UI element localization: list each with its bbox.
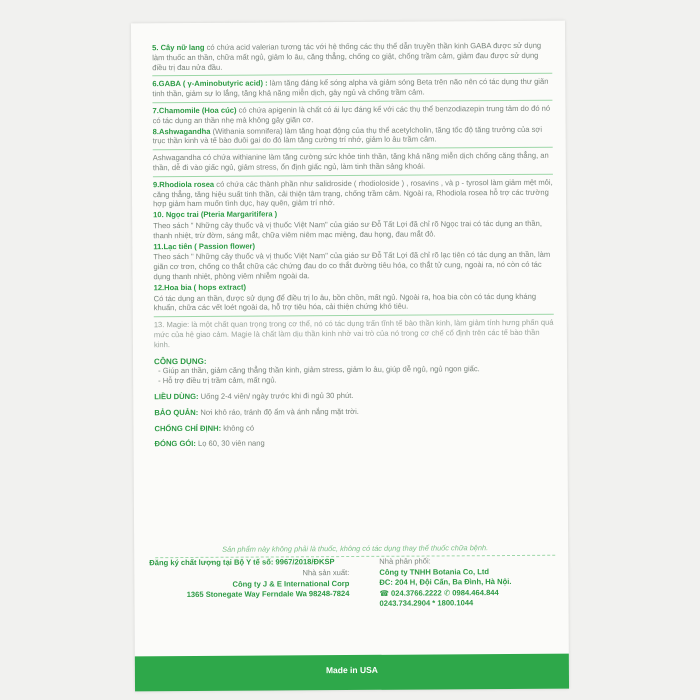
uses-title: CÔNG DỤNG:: [154, 356, 207, 366]
dosage-value: Uống 2-4 viên/ ngày trước khi đi ngủ 30 phút.: [198, 390, 354, 401]
registration-label: Đăng ký chất lượng tại Bộ Y tế số:: [149, 557, 274, 568]
packaging-label: ĐÓNG GÓI:: [154, 439, 196, 449]
ingredient-head: 11.Lạc tiên ( Passion flower): [153, 241, 256, 251]
storage-line: [154, 405, 554, 417]
not-a-drug-notice: Sản phẩm này không phải là thuốc, không có tác dụng thay thế thuốc chữa bệnh.: [155, 543, 555, 558]
divider: [154, 314, 554, 317]
leaflet-content: [152, 41, 554, 450]
ingredient-extra: Theo sách " Những cây thuốc và vị thuốc Việt Nam" của giáo sư Đỗ Tất Lợi đã chỉ rõ lạc tiên có tác dụng an thần, làm giãn cơ trơn, chống co thắt chữa các chứng đau do co thắt đường tiêu hóa, co thắt tử cung, ngoài ra, nó còn có tác dụng thanh nhiệt, phòng viêm nhiễm ngoài da.: [153, 250, 551, 282]
contraindication-label: CHỐNG CHỈ ĐỊNH:: [154, 423, 222, 433]
packaging-value: Lọ 60, 30 viên nang: [195, 438, 265, 449]
ingredient-extra: Có tác dụng an thần, được sử dụng để điều trị lo âu, bồn chồn, mất ngủ. Ngoài ra, hoa bia còn có tác dụng kháng khuẩn, chữa các vết loét ngoài da, hỗ trợ tiêu hóa, cải thiện chứng khó tiêu.: [153, 291, 537, 313]
manufacturer-address: 1365 Stonegate Way Ferndale Wa 98248-7824: [186, 589, 350, 600]
ingredient-item-8: [153, 124, 553, 146]
ingredient-extra: Theo sách " Những cây thuốc và vị thuốc Việt Nam" của giáo sư Đỗ Tất Lợi đã chỉ rõ Ngọc trai có tác dụng an thần, thanh nhiệt, trừ đờm, sáng mắt, chữa viêm niêm mạc miệng, đau họng, đau mắt đỏ.: [153, 218, 542, 240]
ingredient-text: có chứa apigenin là chất có ái lực đáng kể với các thụ thể benzodiazepin trung tâm do đó nó có tác dụng an thần nhẹ mà không gây giãn cơ.: [152, 103, 551, 125]
ingredient-head: 12.Hoa bia ( hops extract): [153, 282, 247, 292]
ingredient-head: 5. Cây nữ lang: [152, 42, 205, 53]
ingredient-text: có chứa acid valerian tương tác với hệ thống các thụ thể dẫn truyền thần kinh GABA được sử dụng làm thuốc an thần, chữa mất ngủ, giảm lo âu, căng thẳng, chống co giật, chống trầm cảm, giảm đau được sử dụng điều trị đau nửa đầu.: [152, 40, 542, 72]
company-footer: [149, 556, 560, 649]
ingredient-head: 7.Chamomile (Hoa cúc): [152, 105, 237, 116]
ingredient-text: làm tăng đáng kể sóng alpha và giảm sóng Beta trên não nên có tác dụng thư giãn tinh thần, giảm sự lo lắng, tăng khả năng miễn dịch, gây ngủ và chống trầm cảm.: [152, 77, 549, 99]
leaflet-sheet: [131, 21, 569, 692]
dosage-line: [154, 390, 554, 402]
ingredient-item-6: [152, 77, 552, 99]
contraindication-value: không có: [221, 423, 255, 433]
manufacturer-name: Công ty J & E International Corp: [232, 578, 350, 589]
ingredient-head: 9.Rhodiola rosea: [152, 179, 215, 189]
storage-label: BẢO QUẢN:: [154, 407, 199, 417]
registration-number: 9967/2018/ĐKSP: [273, 557, 335, 567]
ingredient-head: 6.GABA ( γ-Aminobutyric acid) :: [152, 78, 268, 89]
distributor-block: [379, 556, 559, 610]
made-in-band: [135, 654, 569, 692]
divider: [153, 147, 553, 150]
distributor-name: Công ty TNHH Botania Co, Ltd: [379, 566, 490, 577]
ingredient-head: 8.Ashwagandha: [152, 126, 211, 136]
ingredient-head: 10. Ngọc trai (Pteria Margaritifera ): [153, 209, 278, 220]
dosage-label: LIỀU DÙNG:: [154, 391, 199, 402]
made-in-label: Made in USA: [325, 664, 378, 676]
ingredient-extra: Ashwagandha có chứa withianine làm tăng cường sức khỏe tinh thần, tăng khả năng miễn dịch chống căng thẳng, an thần, dễ đi vào giấc ngủ, giảm stress, ổn định giấc ngủ, làm tinh thần sảng khoái.: [152, 150, 549, 173]
distributor-label: Nhà phân phối:: [379, 556, 431, 566]
registration-line: [149, 557, 334, 569]
ingredient-item-7: [152, 104, 552, 126]
distributor-phone: ☎ 024.3766.2222 ✆ 0984.464.844: [379, 587, 499, 598]
ingredient-text: có chứa các thành phần như salidroside ( rhodioloside ) , rosavins , và p - tyrosol làm giảm mệt mỏi, căng thẳng, tăng hiệu suất tinh thần, cải thiện tâm trạng, chống trầm cảm. Ngoài ra, Rhodiola rosea hỗ trợ các trường hợp giảm ham muốn tình dục, hay quên, giảm trí nhớ.: [152, 177, 553, 209]
storage-value: Nơi khô ráo, tránh độ ẩm và ánh nắng mặt trời.: [198, 406, 359, 417]
uses-bullet: - Hỗ trợ điều trị trầm cảm, mất ngủ.: [158, 375, 277, 386]
distributor-phone: 0243.734.2904 * 1800.1044: [379, 598, 474, 608]
ingredient-item-9: [153, 178, 553, 210]
packaging-line: [155, 437, 555, 449]
distributor-address: ĐC: 204 H, Đội Cấn, Ba Đình, Hà Nội.: [379, 577, 512, 587]
divider: [152, 73, 552, 76]
ingredient-head: 13. Magie:: [153, 320, 190, 330]
manufacturer-block: [149, 568, 349, 601]
ingredient-text: (Withania somnifera) làm tăng hoạt động của thụ thể acetylcholin, tăng tốc độ tăng trưởng của sợi trục thần kinh và tế bào đuôi gai do đó làm tăng cường trí nhớ, giảm lo âu trầm cảm.: [152, 124, 543, 146]
uses-bullet: - Giúp an thần, giảm căng thẳng thần kinh, giảm stress, giảm lo âu, giúp dễ ngủ, ngủ ngon giấc.: [158, 364, 480, 376]
contraindication-line: [154, 421, 554, 433]
ingredient-text: là một chất quan trọng trong cơ thể, nó có tác dụng trấn tĩnh tế bào thần kinh, làm giảm tính hưng phấn quá mức của hệ giao cảm. Magie là chất làm dịu thần kinh nhờ vai trò của nó trong cơ chế cố định trên các tế bào thần kinh.: [153, 317, 554, 349]
divider: [153, 174, 553, 177]
divider: [152, 100, 552, 103]
ingredient-item-5: [152, 41, 552, 73]
ingredient-item-13: [154, 318, 554, 350]
manufacturer-label: Nhà sản xuất:: [302, 568, 350, 578]
